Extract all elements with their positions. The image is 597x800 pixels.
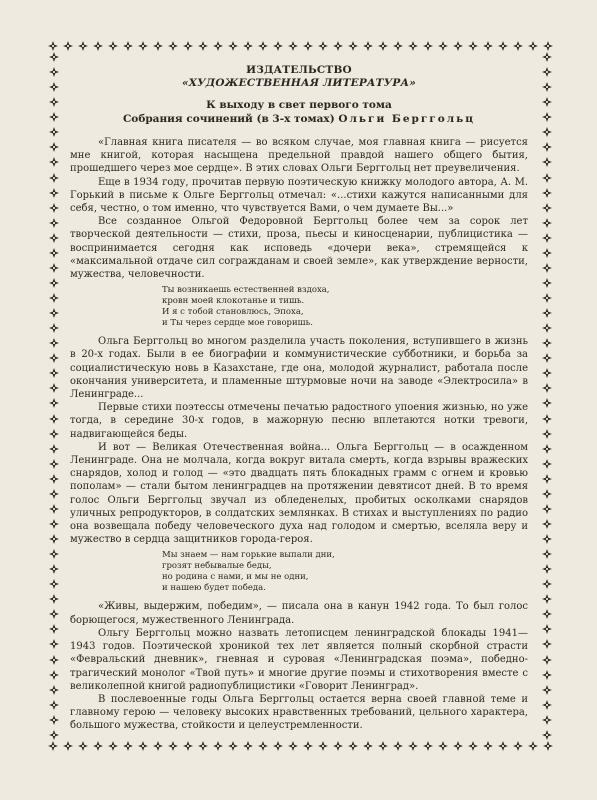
frame-border-top	[48, 40, 553, 52]
poem-quote-2	[162, 550, 528, 594]
diamond-cross-ornament-icon	[542, 353, 552, 363]
paragraph: Первые стихи поэтессы отмечены печатью радостного упоения жизнью, но уже тогда, в середине 30-х годов, в мажорную песню вплетаются нотки тревоги, надвигающейся беды.	[70, 402, 528, 440]
frame-border-bottom	[48, 740, 553, 752]
diamond-cross-ornament-icon	[49, 52, 59, 62]
diamond-cross-ornament-icon	[49, 459, 59, 469]
diamond-cross-ornament-icon	[138, 41, 148, 51]
diamond-cross-ornament-icon	[303, 741, 313, 751]
diamond-cross-ornament-icon	[542, 715, 552, 725]
diamond-cross-ornament-icon	[49, 609, 59, 619]
diamond-cross-ornament-icon	[303, 41, 313, 51]
diamond-cross-ornament-icon	[363, 741, 373, 751]
diamond-cross-ornament-icon	[273, 41, 283, 51]
diamond-cross-ornament-icon	[49, 489, 59, 499]
diamond-cross-ornament-icon	[49, 429, 59, 439]
diamond-cross-ornament-icon	[288, 741, 298, 751]
diamond-cross-ornament-icon	[542, 564, 552, 574]
diamond-cross-ornament-icon	[423, 41, 433, 51]
diamond-cross-ornament-icon	[363, 41, 373, 51]
diamond-cross-ornament-icon	[542, 368, 552, 378]
diamond-cross-ornament-icon	[49, 97, 59, 107]
frame-border-left	[48, 52, 60, 740]
diamond-cross-ornament-icon	[542, 233, 552, 243]
diamond-cross-ornament-icon	[498, 741, 508, 751]
diamond-cross-ornament-icon	[542, 489, 552, 499]
diamond-cross-ornament-icon	[542, 173, 552, 183]
diamond-cross-ornament-icon	[543, 41, 553, 51]
diamond-cross-ornament-icon	[49, 579, 59, 589]
paragraph: Ольгу Берггольц можно назвать летописцем ленинградской блокады 1941—1943 годов. Поэтической хроникой тех лет является полный скорбной страсти «Февральский дневник», гневная и суровая «Ленинградская поэма», победно-трагический монолог «Твой путь» и многие другие поэмы и стихотворения вместе с великолепной книгой радиопублицистики «Говорит Ленинград».	[70, 627, 528, 692]
diamond-cross-ornament-icon	[49, 564, 59, 574]
diamond-cross-ornament-icon	[49, 203, 59, 213]
diamond-cross-ornament-icon	[213, 41, 223, 51]
diamond-cross-ornament-icon	[468, 41, 478, 51]
diamond-cross-ornament-icon	[49, 308, 59, 318]
diamond-cross-ornament-icon	[498, 41, 508, 51]
diamond-cross-ornament-icon	[542, 685, 552, 695]
paragraph: И вот — Великая Отечественная война... Ольга Берггольц — в осажденном Ленинграде. Она не молчала, когда вокруг витала смерть, когда взрывы вражеских снарядов, холод и голод — «это двадцать пять блокадных грамм с огнем и кровью пополам» — стали бытом ленинградцев на протяжении девятисот дней. В то время голос Ольги Берггольц звучал из обледенелых, пробитых осколками снарядов уличных репродукторов, в солдатских землянках. В стихах и выступлениях по радио она возвещала победу человеческого духа над голодом и смертью, вселяла веру и мужество в сердца защитников города-героя.	[70, 441, 528, 546]
diamond-cross-ornament-icon	[49, 157, 59, 167]
poem-quote-1	[162, 285, 528, 329]
paragraph: «Живы, выдержим, победим», — писала она в канун 1942 года. То был голос борющегося, мужественного Ленинграда.	[70, 601, 528, 626]
diamond-cross-ornament-icon	[49, 534, 59, 544]
diamond-cross-ornament-icon	[542, 383, 552, 393]
diamond-cross-ornament-icon	[48, 41, 58, 51]
spacer	[70, 126, 528, 136]
diamond-cross-ornament-icon	[483, 41, 493, 51]
diamond-cross-ornament-icon	[542, 414, 552, 424]
diamond-cross-ornament-icon	[49, 218, 59, 228]
announcement-heading	[70, 98, 528, 126]
diamond-cross-ornament-icon	[542, 142, 552, 152]
diamond-cross-ornament-icon	[49, 368, 59, 378]
diamond-cross-ornament-icon	[243, 741, 253, 751]
diamond-cross-ornament-icon	[542, 700, 552, 710]
diamond-cross-ornament-icon	[78, 41, 88, 51]
announcement-body	[70, 64, 528, 733]
diamond-cross-ornament-icon	[78, 741, 88, 751]
diamond-cross-ornament-icon	[49, 188, 59, 198]
diamond-cross-ornament-icon	[49, 700, 59, 710]
poem-line: но родина с нами, и мы не одни,	[162, 572, 309, 583]
diamond-cross-ornament-icon	[49, 639, 59, 649]
diamond-cross-ornament-icon	[408, 41, 418, 51]
diamond-cross-ornament-icon	[183, 741, 193, 751]
diamond-cross-ornament-icon	[542, 639, 552, 649]
diamond-cross-ornament-icon	[93, 41, 103, 51]
diamond-cross-ornament-icon	[49, 383, 59, 393]
heading-line-1: К выходу в свет первого тома	[206, 99, 392, 111]
diamond-cross-ornament-icon	[49, 233, 59, 243]
diamond-cross-ornament-icon	[542, 323, 552, 333]
poem-line: и нашею будет победа.	[162, 583, 266, 594]
diamond-cross-ornament-icon	[49, 173, 59, 183]
diamond-cross-ornament-icon	[348, 41, 358, 51]
diamond-cross-ornament-icon	[318, 741, 328, 751]
diamond-cross-ornament-icon	[513, 741, 523, 751]
diamond-cross-ornament-icon	[438, 41, 448, 51]
diamond-cross-ornament-icon	[542, 248, 552, 258]
paragraph: Еще в 1934 году, прочитав первую поэтическую книжку молодого автора, А. М. Горький в письме к Ольге Берггольц отмечал: «...стихи кажутся написанными для себя, честно, о том именно, что чувствуется Вами, о чем думаете Вы...»	[70, 176, 528, 215]
diamond-cross-ornament-icon	[393, 41, 403, 51]
heading-line-2	[70, 112, 528, 126]
diamond-cross-ornament-icon	[542, 278, 552, 288]
paragraph: Ольга Берггольц во многом разделила участь поколения, вступившего в жизнь в 20-х годах. Были в ее биографии и коммунистические субботники, и борьба за социалистическую новь в Казахстане, где она, молодой журналист, работала после окончания университета, и пламенные штурмовые ночи на заводе «Электросила» в Ленинграде...	[70, 336, 528, 401]
diamond-cross-ornament-icon	[542, 112, 552, 122]
diamond-cross-ornament-icon	[542, 203, 552, 213]
diamond-cross-ornament-icon	[438, 741, 448, 751]
diamond-cross-ornament-icon	[542, 655, 552, 665]
poem-line: кровн моей клокотанье и тишь.	[162, 296, 305, 307]
diamond-cross-ornament-icon	[49, 338, 59, 348]
diamond-cross-ornament-icon	[49, 293, 59, 303]
diamond-cross-ornament-icon	[542, 730, 552, 740]
diamond-cross-ornament-icon	[408, 741, 418, 751]
diamond-cross-ornament-icon	[542, 519, 552, 529]
diamond-cross-ornament-icon	[542, 82, 552, 92]
diamond-cross-ornament-icon	[542, 504, 552, 514]
diamond-cross-ornament-icon	[542, 188, 552, 198]
paragraph: Все созданное Ольгой Федоровной Берггольц более чем за сорок лет творческой деятельности — стихи, проза, пьесы и киносценарии, публицистика — воспринимается сегодня как исповедь «дочери века», стремящейся к «максимальной отдаче сил согражданам и своей земле», как утверждение верности, мужества, человечности.	[70, 216, 528, 281]
diamond-cross-ornament-icon	[49, 112, 59, 122]
diamond-cross-ornament-icon	[49, 82, 59, 92]
diamond-cross-ornament-icon	[542, 218, 552, 228]
diamond-cross-ornament-icon	[123, 741, 133, 751]
diamond-cross-ornament-icon	[542, 398, 552, 408]
diamond-cross-ornament-icon	[393, 741, 403, 751]
frame-border-right	[541, 52, 553, 740]
diamond-cross-ornament-icon	[333, 741, 343, 751]
diamond-cross-ornament-icon	[153, 41, 163, 51]
diamond-cross-ornament-icon	[542, 534, 552, 544]
diamond-cross-ornament-icon	[198, 741, 208, 751]
diamond-cross-ornament-icon	[49, 67, 59, 77]
diamond-cross-ornament-icon	[542, 157, 552, 167]
diamond-cross-ornament-icon	[513, 41, 523, 51]
diamond-cross-ornament-icon	[542, 308, 552, 318]
diamond-cross-ornament-icon	[183, 41, 193, 51]
diamond-cross-ornament-icon	[123, 41, 133, 51]
diamond-cross-ornament-icon	[49, 624, 59, 634]
diamond-cross-ornament-icon	[273, 741, 283, 751]
diamond-cross-ornament-icon	[48, 741, 58, 751]
diamond-cross-ornament-icon	[49, 127, 59, 137]
diamond-cross-ornament-icon	[108, 741, 118, 751]
diamond-cross-ornament-icon	[49, 353, 59, 363]
diamond-cross-ornament-icon	[63, 41, 73, 51]
diamond-cross-ornament-icon	[258, 41, 268, 51]
diamond-cross-ornament-icon	[453, 41, 463, 51]
author-name: Ольги Берггольц	[338, 113, 476, 125]
diamond-cross-ornament-icon	[49, 655, 59, 665]
diamond-cross-ornament-icon	[153, 741, 163, 751]
diamond-cross-ornament-icon	[542, 624, 552, 634]
heading-line-2-prefix: Собрания сочинений (в 3-х томах)	[122, 113, 339, 125]
diamond-cross-ornament-icon	[542, 474, 552, 484]
diamond-cross-ornament-icon	[49, 549, 59, 559]
diamond-cross-ornament-icon	[49, 414, 59, 424]
diamond-cross-ornament-icon	[528, 741, 538, 751]
diamond-cross-ornament-icon	[49, 398, 59, 408]
diamond-cross-ornament-icon	[542, 293, 552, 303]
diamond-cross-ornament-icon	[468, 741, 478, 751]
diamond-cross-ornament-icon	[243, 41, 253, 51]
diamond-cross-ornament-icon	[63, 741, 73, 751]
diamond-cross-ornament-icon	[49, 594, 59, 604]
diamond-cross-ornament-icon	[453, 741, 463, 751]
publisher-line-2: «ХУДОЖЕСТВЕННАЯ ЛИТЕРАТУРА»	[181, 77, 417, 89]
diamond-cross-ornament-icon	[542, 263, 552, 273]
diamond-cross-ornament-icon	[49, 263, 59, 273]
diamond-cross-ornament-icon	[378, 741, 388, 751]
diamond-cross-ornament-icon	[198, 41, 208, 51]
diamond-cross-ornament-icon	[108, 41, 118, 51]
diamond-cross-ornament-icon	[288, 41, 298, 51]
diamond-cross-ornament-icon	[49, 519, 59, 529]
diamond-cross-ornament-icon	[542, 670, 552, 680]
diamond-cross-ornament-icon	[348, 741, 358, 751]
diamond-cross-ornament-icon	[378, 41, 388, 51]
diamond-cross-ornament-icon	[543, 741, 553, 751]
paragraph: «Главная книга писателя — во всяком случае, моя главная книга — рисуется мне книгой, которая насыщена предельной правдой нашего общего бытия, прошедшего через мое сердце». В этих словах Ольги Берггольц нет преувеличения.	[70, 137, 528, 175]
diamond-cross-ornament-icon	[542, 549, 552, 559]
poem-line: и Ты через сердце мое говоришь.	[162, 318, 313, 329]
diamond-cross-ornament-icon	[138, 741, 148, 751]
diamond-cross-ornament-icon	[483, 741, 493, 751]
diamond-cross-ornament-icon	[49, 248, 59, 258]
diamond-cross-ornament-icon	[542, 52, 552, 62]
diamond-cross-ornament-icon	[213, 741, 223, 751]
diamond-cross-ornament-icon	[49, 444, 59, 454]
diamond-cross-ornament-icon	[49, 670, 59, 680]
diamond-cross-ornament-icon	[423, 741, 433, 751]
diamond-cross-ornament-icon	[49, 323, 59, 333]
diamond-cross-ornament-icon	[49, 142, 59, 152]
diamond-cross-ornament-icon	[333, 41, 343, 51]
diamond-cross-ornament-icon	[93, 741, 103, 751]
diamond-cross-ornament-icon	[542, 338, 552, 348]
diamond-cross-ornament-icon	[542, 444, 552, 454]
diamond-cross-ornament-icon	[318, 41, 328, 51]
diamond-cross-ornament-icon	[542, 579, 552, 589]
diamond-cross-ornament-icon	[542, 67, 552, 77]
diamond-cross-ornament-icon	[49, 474, 59, 484]
diamond-cross-ornament-icon	[228, 741, 238, 751]
publisher-line-1: ИЗДАТЕЛЬСТВО	[246, 64, 352, 76]
diamond-cross-ornament-icon	[258, 741, 268, 751]
poem-line: Мы знаем — нам горькие выпали дни,	[162, 550, 335, 561]
publisher-name	[70, 64, 528, 90]
diamond-cross-ornament-icon	[49, 730, 59, 740]
diamond-cross-ornament-icon	[542, 594, 552, 604]
diamond-cross-ornament-icon	[542, 609, 552, 619]
diamond-cross-ornament-icon	[542, 459, 552, 469]
diamond-cross-ornament-icon	[49, 278, 59, 288]
poem-line: Ты возникаешь естественней вздоха,	[162, 285, 330, 296]
diamond-cross-ornament-icon	[542, 429, 552, 439]
diamond-cross-ornament-icon	[49, 685, 59, 695]
diamond-cross-ornament-icon	[542, 127, 552, 137]
poem-line: И я с тобой становлюсь, Эпоха,	[162, 307, 304, 318]
poem-line: грозят небывалые беды,	[162, 561, 272, 572]
diamond-cross-ornament-icon	[168, 41, 178, 51]
diamond-cross-ornament-icon	[49, 715, 59, 725]
diamond-cross-ornament-icon	[168, 741, 178, 751]
paragraph: В послевоенные годы Ольга Берггольц остается верна своей главной теме и главному герою — человеку высоких нравственных требований, цельного характера, большого мужества, стойкости и целеустремленности.	[70, 693, 528, 732]
diamond-cross-ornament-icon	[228, 41, 238, 51]
diamond-cross-ornament-icon	[542, 97, 552, 107]
diamond-cross-ornament-icon	[528, 41, 538, 51]
diamond-cross-ornament-icon	[49, 504, 59, 514]
